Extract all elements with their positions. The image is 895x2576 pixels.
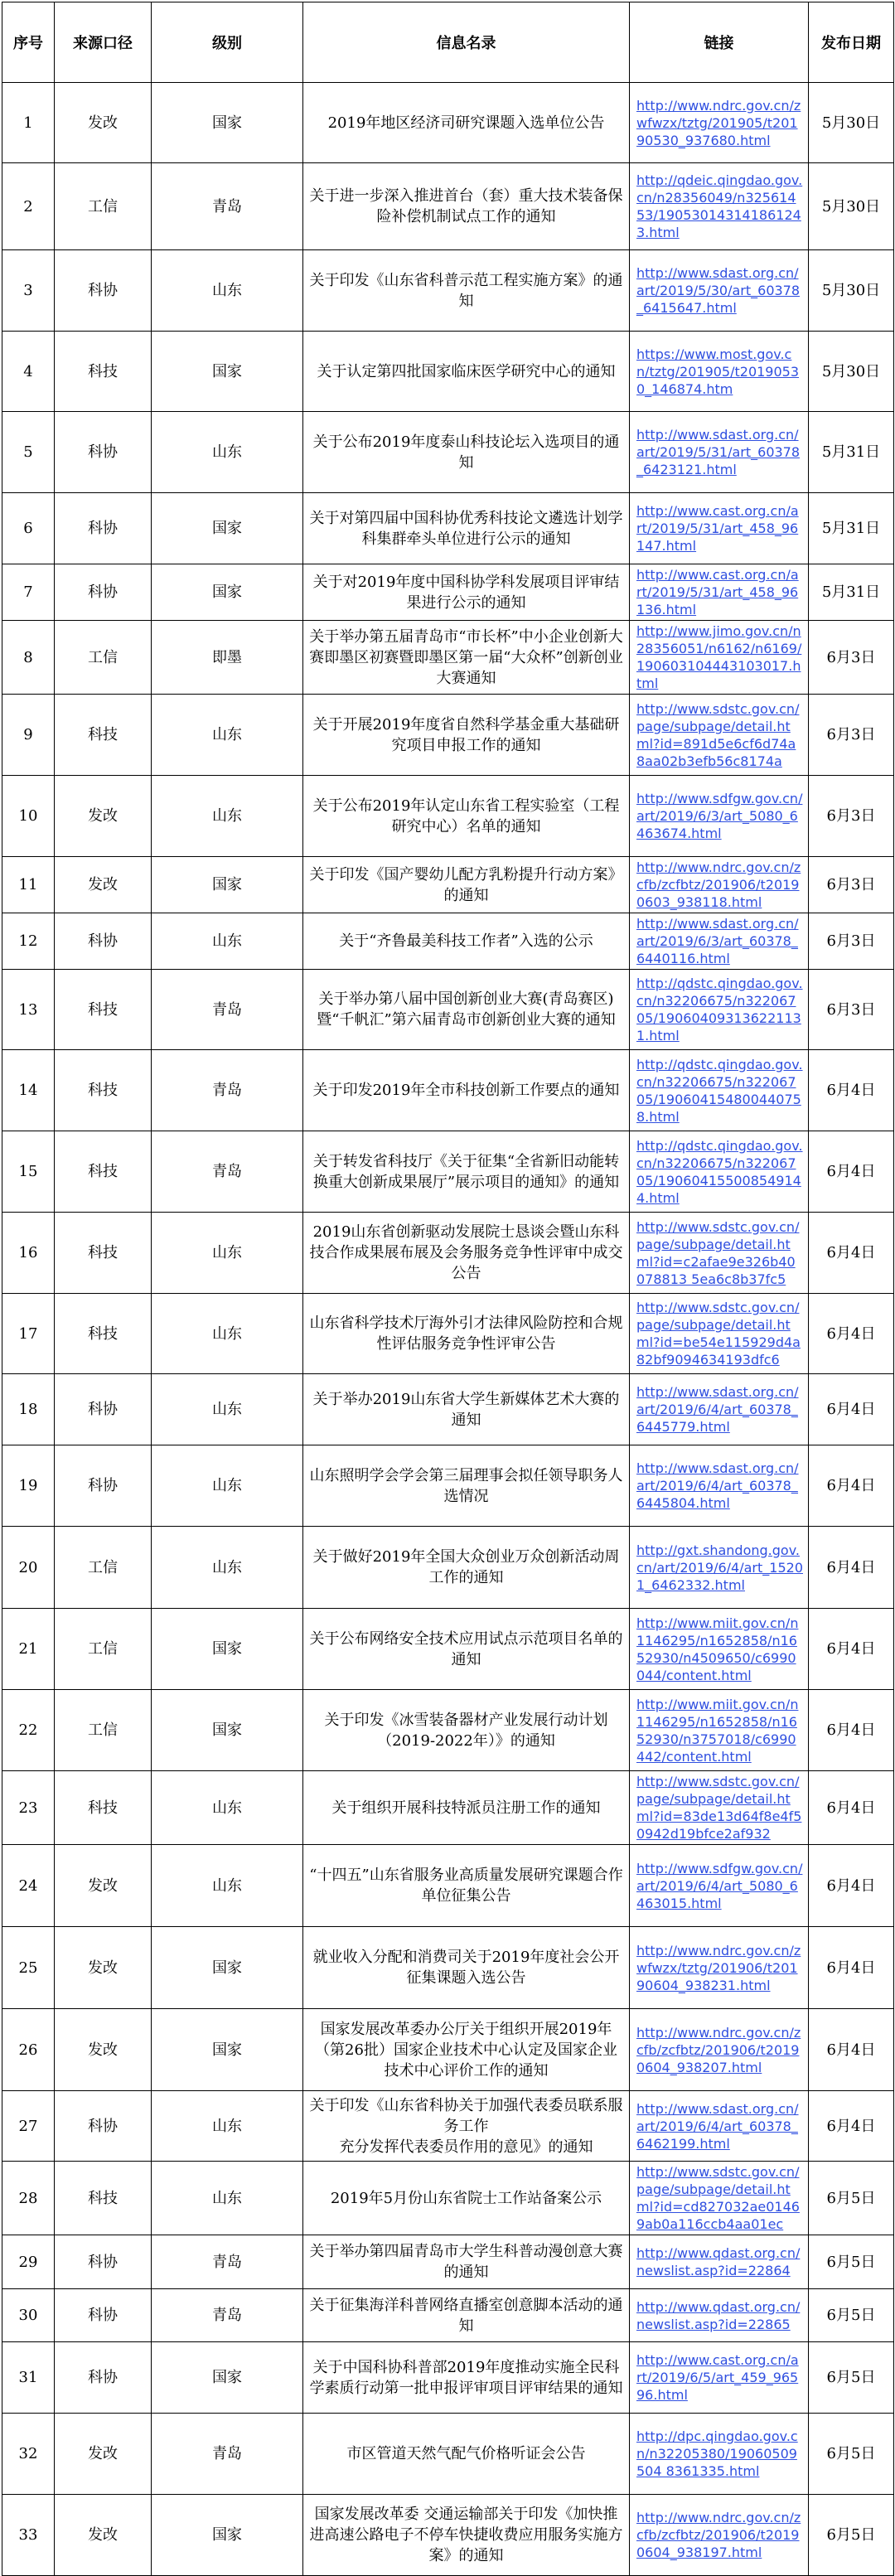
row-number: 5 [2, 412, 55, 493]
row-number: 17 [2, 1294, 55, 1374]
row-number: 3 [2, 250, 55, 332]
row-level: 青岛 [152, 2289, 303, 2342]
row-level: 国家 [152, 2342, 303, 2414]
row-link[interactable]: http://www.sdfgw.gov.cn/art/2019/6/3/art_5080_6463674.html [630, 776, 809, 857]
row-title: 关于对第四届中国科协优秀科技论文遴选计划学科集群牵头单位进行公示的通知 [303, 493, 630, 564]
row-source: 科技 [55, 695, 152, 776]
row-title: 关于印发《国产婴幼儿配方乳粉提升行动方案》的通知 [303, 857, 630, 913]
row-source: 发改 [55, 2414, 152, 2495]
row-link[interactable]: http://www.sdstc.gov.cn/page/subpage/detail.html?id=891d5e6cf6d74a8aa02b3efb56c8174a [630, 695, 809, 776]
row-source: 发改 [55, 2495, 152, 2576]
row-date: 5月30日 [809, 83, 894, 163]
row-date: 6月5日 [809, 2289, 894, 2342]
row-level: 山东 [152, 250, 303, 332]
row-title: 2019年地区经济司研究课题入选单位公告 [303, 83, 630, 163]
row-link[interactable]: http://www.sdast.org.cn/art/2019/6/4/art_60378_6445779.html [630, 1374, 809, 1445]
row-title: 关于对2019年度中国科协学科发展项目评审结果进行公示的通知 [303, 564, 630, 621]
row-source: 科协 [55, 913, 152, 970]
row-source: 科协 [55, 564, 152, 621]
row-number: 10 [2, 776, 55, 857]
header-no: 序号 [2, 2, 55, 83]
row-date: 6月3日 [809, 970, 894, 1050]
row-number: 12 [2, 913, 55, 970]
row-level: 山东 [152, 2162, 303, 2235]
table-row [2, 2289, 894, 2342]
row-date: 6月4日 [809, 1771, 894, 1845]
row-source: 发改 [55, 1927, 152, 2009]
row-date: 6月3日 [809, 695, 894, 776]
row-number: 19 [2, 1445, 55, 1527]
row-level: 山东 [152, 1445, 303, 1527]
row-link[interactable]: http://www.sdstc.gov.cn/page/subpage/detail.html?id=c2afae9e326b40078813 5ea6c8b37fc5 [630, 1213, 809, 1294]
row-source: 工信 [55, 1690, 152, 1771]
table-row [2, 412, 894, 493]
table-header-row [2, 2, 894, 83]
row-level: 国家 [152, 1690, 303, 1771]
row-title: 关于公布网络安全技术应用试点示范项目名单的通知 [303, 1609, 630, 1690]
row-number: 23 [2, 1771, 55, 1845]
table-row [2, 2495, 894, 2576]
row-date: 5月30日 [809, 332, 894, 412]
row-title: 关于做好2019年全国大众创业万众创新活动周工作的通知 [303, 1527, 630, 1609]
row-date: 6月4日 [809, 1927, 894, 2009]
row-date: 6月4日 [809, 1050, 894, 1131]
row-link[interactable]: http://www.cast.org.cn/art/2019/6/5/art_459_96596.html [630, 2342, 809, 2414]
row-level: 国家 [152, 83, 303, 163]
row-number: 28 [2, 2162, 55, 2235]
row-source: 发改 [55, 83, 152, 163]
row-title: 关于印发2019年全市科技创新工作要点的通知 [303, 1050, 630, 1131]
row-link[interactable]: http://www.sdstc.gov.cn/page/subpage/detail.html?id=83de13d64f8e4f50942d19bfce2af932 [630, 1771, 809, 1845]
row-source: 发改 [55, 776, 152, 857]
row-link[interactable]: http://www.ndrc.gov.cn/zwfwzx/tztg/201906/t20190604_938231.html [630, 1927, 809, 2009]
row-title: 关于“齐鲁最美科技工作者”入选的公示 [303, 913, 630, 970]
row-title: 关于组织开展科技特派员注册工作的通知 [303, 1771, 630, 1845]
row-date: 6月5日 [809, 2235, 894, 2289]
row-date: 5月30日 [809, 250, 894, 332]
row-title: 关于公布2019年度泰山科技论坛入选项目的通知 [303, 412, 630, 493]
row-level: 青岛 [152, 2235, 303, 2289]
row-date: 6月5日 [809, 2162, 894, 2235]
table-row [2, 1845, 894, 1927]
row-title: 关于印发《冰雪装备器材产业发展行动计划（2019-2022年）》的通知 [303, 1690, 630, 1771]
row-source: 科协 [55, 250, 152, 332]
row-level: 国家 [152, 332, 303, 412]
row-date: 6月4日 [809, 1690, 894, 1771]
row-level: 山东 [152, 1771, 303, 1845]
row-number: 30 [2, 2289, 55, 2342]
row-date: 5月31日 [809, 412, 894, 493]
row-link[interactable]: http://www.jimo.gov.cn/n28356051/n6162/n6169/190603104443103017.html [630, 621, 809, 695]
info-table [2, 2, 894, 2576]
row-date: 6月3日 [809, 857, 894, 913]
row-number: 33 [2, 2495, 55, 2576]
row-source: 工信 [55, 1527, 152, 1609]
row-link[interactable]: http://www.sdstc.gov.cn/page/subpage/detail.html?id=be54e115929d4a82bf9094634193dfc6 [630, 1294, 809, 1374]
row-date: 6月5日 [809, 2342, 894, 2414]
row-link[interactable]: http://www.cast.org.cn/art/2019/5/31/art_458_96147.html [630, 493, 809, 564]
table-row [2, 695, 894, 776]
header-title: 信息名录 [303, 2, 630, 83]
row-link[interactable]: http://qdstc.qingdao.gov.cn/n32206675/n32206705/190604093136221131.html [630, 970, 809, 1050]
table-row [2, 83, 894, 163]
row-link[interactable]: http://www.ndrc.gov.cn/zwfwzx/tztg/201905/t20190530_937680.html [630, 83, 809, 163]
row-date: 5月31日 [809, 493, 894, 564]
row-number: 8 [2, 621, 55, 695]
header-level: 级别 [152, 2, 303, 83]
row-number: 20 [2, 1527, 55, 1609]
row-link[interactable]: http://www.sdast.org.cn/art/2019/6/4/art_60378_6445804.html [630, 1445, 809, 1527]
table-row [2, 493, 894, 564]
row-link[interactable]: http://www.miit.gov.cn/n1146295/n1652858/n1652930/n4509650/c6990044/content.html [630, 1609, 809, 1690]
row-number: 21 [2, 1609, 55, 1690]
row-date: 6月4日 [809, 1374, 894, 1445]
row-title: 2019山东省创新驱动发展院士恳谈会暨山东科技合作成果展布展及会务服务竞争性评审中成交公告 [303, 1213, 630, 1294]
row-date: 6月3日 [809, 776, 894, 857]
row-title: 就业收入分配和消费司关于2019年度社会公开征集课题入选公告 [303, 1927, 630, 2009]
row-number: 26 [2, 2009, 55, 2091]
row-number: 32 [2, 2414, 55, 2495]
row-link[interactable]: http://www.sdstc.gov.cn/page/subpage/detail.html?id=cd827032ae01469ab0a116ccb4aa01ec [630, 2162, 809, 2235]
row-source: 工信 [55, 163, 152, 250]
row-level: 青岛 [152, 1050, 303, 1131]
row-title: 关于举办2019山东省大学生新媒体艺术大赛的通知 [303, 1374, 630, 1445]
row-source: 科协 [55, 2091, 152, 2162]
row-level: 国家 [152, 493, 303, 564]
row-number: 31 [2, 2342, 55, 2414]
header-source: 来源口径 [55, 2, 152, 83]
row-source: 科协 [55, 412, 152, 493]
row-level: 山东 [152, 776, 303, 857]
row-number: 6 [2, 493, 55, 564]
row-date: 6月4日 [809, 1527, 894, 1609]
row-source: 科技 [55, 2162, 152, 2235]
row-link[interactable]: http://www.sdfgw.gov.cn/art/2019/6/4/art_5080_6463015.html [630, 1845, 809, 1927]
row-source: 科技 [55, 1131, 152, 1213]
row-number: 14 [2, 1050, 55, 1131]
row-level: 山东 [152, 695, 303, 776]
row-date: 5月30日 [809, 163, 894, 250]
table-row [2, 621, 894, 695]
row-number: 13 [2, 970, 55, 1050]
row-level: 国家 [152, 857, 303, 913]
row-source: 工信 [55, 621, 152, 695]
row-title: 关于中国科协科普部2019年度推动实施全民科学素质行动第一批申报评审项目评审结果的通知 [303, 2342, 630, 2414]
row-title: 山东省科学技术厅海外引才法律风险防控和合规性评估服务竞争性评审公告 [303, 1294, 630, 1374]
row-link[interactable]: http://www.qdast.org.cn/newslist.asp?id=22865 [630, 2289, 809, 2342]
row-source: 科协 [55, 2235, 152, 2289]
row-number: 29 [2, 2235, 55, 2289]
row-link[interactable]: http://www.sdast.org.cn/art/2019/5/30/art_60378_6415647.html [630, 250, 809, 332]
row-title: 关于转发省科技厅《关于征集“全省新旧动能转换重大创新成果展厅”展示项目的通知》的通知 [303, 1131, 630, 1213]
row-link[interactable]: http://www.ndrc.gov.cn/zcfb/zcfbtz/201906/t20190603_938118.html [630, 857, 809, 913]
row-number: 11 [2, 857, 55, 913]
table-row [2, 1374, 894, 1445]
table-row [2, 332, 894, 412]
table-row [2, 1445, 894, 1527]
row-level: 青岛 [152, 1131, 303, 1213]
row-number: 22 [2, 1690, 55, 1771]
table-row [2, 1609, 894, 1690]
row-title: 关于印发《山东省科普示范工程实施方案》的通知 [303, 250, 630, 332]
row-date: 6月4日 [809, 1445, 894, 1527]
row-number: 25 [2, 1927, 55, 2009]
row-number: 27 [2, 2091, 55, 2162]
row-link[interactable]: http://www.ndrc.gov.cn/zcfb/zcfbtz/201906/t20190604_938207.html [630, 2009, 809, 2091]
row-source: 科协 [55, 1374, 152, 1445]
row-level: 山东 [152, 1845, 303, 1927]
row-source: 科协 [55, 493, 152, 564]
row-title: 2019年5月份山东省院士工作站备案公示 [303, 2162, 630, 2235]
row-source: 科协 [55, 1445, 152, 1527]
row-title: 关于举办第八届中国创新创业大赛(青岛赛区)暨“千帆汇”第六届青岛市创新创业大赛的通知 [303, 970, 630, 1050]
table-row [2, 2414, 894, 2495]
row-link[interactable]: http://www.ndrc.gov.cn/zcfb/zcfbtz/201906/t20190604_938197.html [630, 2495, 809, 2576]
table-row [2, 1771, 894, 1845]
row-link[interactable]: http://dpc.qingdao.gov.cn/n32205380/19060509504 8361335.html [630, 2414, 809, 2495]
row-date: 6月4日 [809, 1609, 894, 1690]
row-title: 关于公布2019年认定山东省工程实验室（工程研究中心）名单的通知 [303, 776, 630, 857]
table-row [2, 250, 894, 332]
row-link[interactable]: http://www.cast.org.cn/art/2019/5/31/art_458_96136.html [630, 564, 809, 621]
row-level: 国家 [152, 2495, 303, 2576]
row-link[interactable]: https://www.most.gov.cn/tztg/201905/t20190530_146874.htm [630, 332, 809, 412]
row-title: 国家发展改革委办公厅关于组织开展2019年（第26批）国家企业技术中心认定及国家企业技术中心评价工作的通知 [303, 2009, 630, 2091]
row-title: 市区管道天然气配气价格听证会公告 [303, 2414, 630, 2495]
row-date: 6月3日 [809, 621, 894, 695]
table-row [2, 1050, 894, 1131]
table-row [2, 1927, 894, 2009]
row-source: 科技 [55, 970, 152, 1050]
row-link[interactable]: http://qdeic.qingdao.gov.cn/n28356049/n32561453/190530143141861243.html [630, 163, 809, 250]
row-source: 发改 [55, 1845, 152, 1927]
row-title: 关于征集海洋科普网络直播室创意脚本活动的通知 [303, 2289, 630, 2342]
row-title: “十四五”山东省服务业高质量发展研究课题合作单位征集公告 [303, 1845, 630, 1927]
row-link[interactable]: http://qdstc.qingdao.gov.cn/n32206675/n32206705/190604154800440758.html [630, 1050, 809, 1131]
row-date: 6月4日 [809, 1131, 894, 1213]
table-row [2, 2235, 894, 2289]
row-source: 科技 [55, 1050, 152, 1131]
row-title: 关于举办第五届青岛市“市长杯”中小企业创新大赛即墨区初赛暨即墨区第一届“大众杯”创新创业大赛通知 [303, 621, 630, 695]
row-level: 山东 [152, 1374, 303, 1445]
row-number: 15 [2, 1131, 55, 1213]
row-date: 6月3日 [809, 913, 894, 970]
row-number: 7 [2, 564, 55, 621]
row-source: 科技 [55, 1294, 152, 1374]
row-level: 青岛 [152, 163, 303, 250]
table-row [2, 2009, 894, 2091]
row-link[interactable]: http://www.sdast.org.cn/art/2019/6/4/art_60378_6462199.html [630, 2091, 809, 2162]
row-date: 6月4日 [809, 1294, 894, 1374]
row-level: 山东 [152, 1213, 303, 1294]
row-date: 5月31日 [809, 564, 894, 621]
row-number: 9 [2, 695, 55, 776]
row-link[interactable]: http://qdstc.qingdao.gov.cn/n32206675/n32206705/190604155008549144.html [630, 1131, 809, 1213]
table-row [2, 163, 894, 250]
row-level: 山东 [152, 913, 303, 970]
row-number: 2 [2, 163, 55, 250]
row-number: 24 [2, 1845, 55, 1927]
row-number: 16 [2, 1213, 55, 1294]
row-level: 国家 [152, 1927, 303, 2009]
table-row [2, 2342, 894, 2414]
row-date: 6月4日 [809, 2091, 894, 2162]
row-level: 山东 [152, 412, 303, 493]
row-title: 关于进一步深入推进首台（套）重大技术装备保险补偿机制试点工作的通知 [303, 163, 630, 250]
row-level: 即墨 [152, 621, 303, 695]
table-row [2, 564, 894, 621]
row-link[interactable]: http://gxt.shandong.gov.cn/art/2019/6/4/art_15201_6462332.html [630, 1527, 809, 1609]
row-date: 6月4日 [809, 1845, 894, 1927]
table-row [2, 2091, 894, 2162]
table-row [2, 970, 894, 1050]
table-row [2, 913, 894, 970]
row-title: 山东照明学会学会第三届理事会拟任领导职务人选情况 [303, 1445, 630, 1527]
table-row [2, 1294, 894, 1374]
row-link[interactable]: http://www.miit.gov.cn/n1146295/n1652858/n1652930/n3757018/c6990442/content.html [630, 1690, 809, 1771]
row-source: 发改 [55, 857, 152, 913]
row-level: 山东 [152, 1294, 303, 1374]
row-date: 6月5日 [809, 2495, 894, 2576]
row-link[interactable]: http://www.qdast.org.cn/newslist.asp?id=22864 [630, 2235, 809, 2289]
table-row [2, 1213, 894, 1294]
table-row [2, 2162, 894, 2235]
row-level: 山东 [152, 2091, 303, 2162]
row-number: 4 [2, 332, 55, 412]
row-source: 科协 [55, 2289, 152, 2342]
row-title: 关于举办第四届青岛市大学生科普动漫创意大赛的通知 [303, 2235, 630, 2289]
row-link[interactable]: http://www.sdast.org.cn/art/2019/6/3/art_60378_6440116.html [630, 913, 809, 970]
table-row [2, 857, 894, 913]
row-source: 科协 [55, 2342, 152, 2414]
row-source: 科技 [55, 1213, 152, 1294]
table-row [2, 776, 894, 857]
row-source: 科技 [55, 1771, 152, 1845]
row-level: 青岛 [152, 2414, 303, 2495]
row-level: 国家 [152, 2009, 303, 2091]
row-level: 国家 [152, 564, 303, 621]
header-date: 发布日期 [809, 2, 894, 83]
table-row [2, 1527, 894, 1609]
row-source: 发改 [55, 2009, 152, 2091]
row-date: 6月4日 [809, 1213, 894, 1294]
row-title: 关于认定第四批国家临床医学研究中心的通知 [303, 332, 630, 412]
row-title: 关于印发《山东省科协关于加强代表委员联系服务工作 充分发挥代表委员作用的意见》的通知 [303, 2091, 630, 2162]
row-level: 青岛 [152, 970, 303, 1050]
row-number: 18 [2, 1374, 55, 1445]
row-level: 山东 [152, 1527, 303, 1609]
row-date: 6月4日 [809, 2009, 894, 2091]
row-title: 国家发展改革委 交通运输部关于印发《加快推进高速公路电子不停车快捷收费应用服务实施方案》的通知 [303, 2495, 630, 2576]
row-source: 工信 [55, 1609, 152, 1690]
table-row [2, 1131, 894, 1213]
row-number: 1 [2, 83, 55, 163]
row-date: 6月5日 [809, 2414, 894, 2495]
header-link: 链接 [630, 2, 809, 83]
row-title: 关于开展2019年度省自然科学基金重大基础研究项目申报工作的通知 [303, 695, 630, 776]
row-level: 国家 [152, 1609, 303, 1690]
table-row [2, 1690, 894, 1771]
row-source: 科技 [55, 332, 152, 412]
row-link[interactable]: http://www.sdast.org.cn/art/2019/5/31/art_60378_6423121.html [630, 412, 809, 493]
